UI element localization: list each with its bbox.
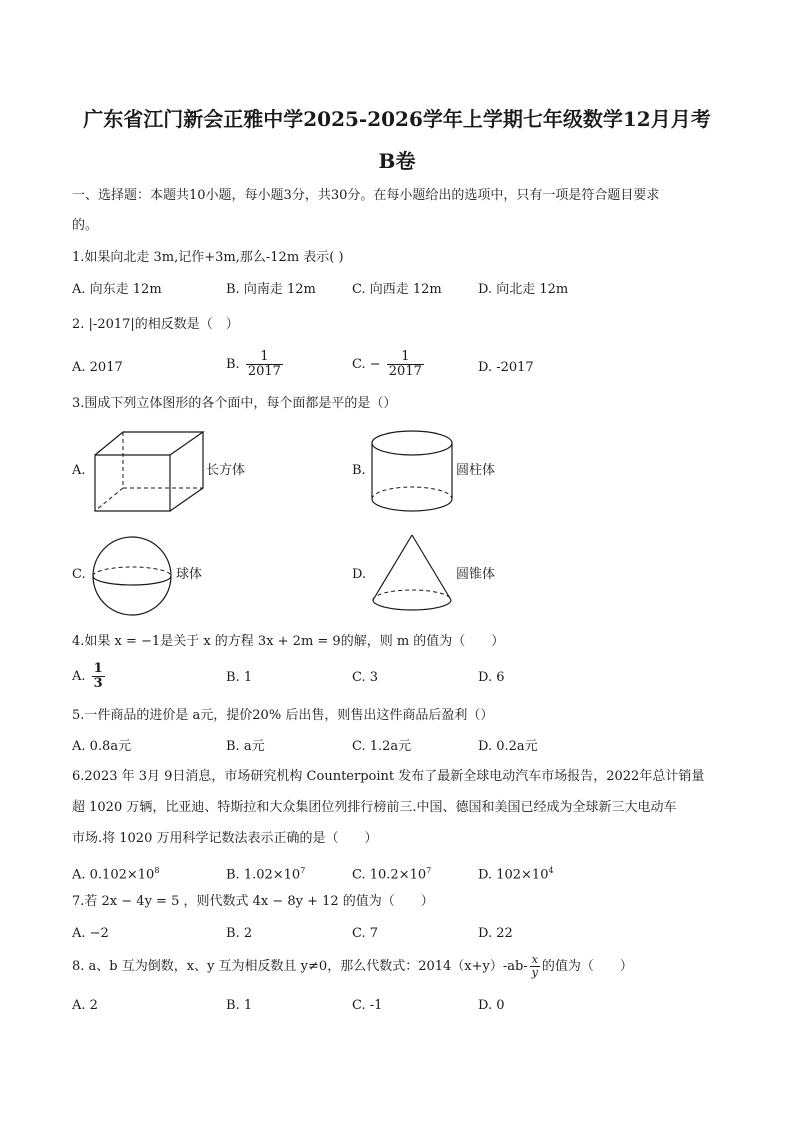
q2-option-a: A. 2017 — [72, 360, 123, 375]
q8-option-c: C. -1 — [352, 998, 383, 1013]
denominator: y — [531, 966, 538, 979]
q6-option-c — [352, 861, 431, 885]
q6-option-b — [226, 861, 305, 885]
question-7-options — [72, 924, 732, 946]
q8-stem-prefix: 8. a、b 互为倒数，x、y 互为相反数且 y≠0，那么代数式：2014（x+y）-ab- — [72, 959, 528, 974]
section-instruction: 一、选择题：本题共10小题，每小题3分，共30分。在每小题给出的选项中，只有一项是符合题目要求 — [72, 188, 660, 203]
question-1-options — [72, 280, 732, 302]
question-2-options — [72, 350, 732, 386]
q4-option-a-fraction — [92, 662, 105, 691]
q8-stem-suffix: 的值为（ ） — [541, 959, 633, 974]
q6-option-a-exponent: 8 — [154, 866, 160, 875]
q4-option-c: C. 3 — [352, 670, 379, 685]
q8-option-a: A. 2 — [72, 998, 98, 1013]
q3-option-b-letter: B. — [352, 463, 366, 478]
q7-option-a: A. −2 — [72, 926, 109, 941]
q2-option-c — [352, 350, 426, 379]
q3-option-c-name: 球体 — [176, 567, 203, 582]
q6-option-a — [72, 861, 159, 885]
q1-option-c: C. 向西走 12m — [352, 282, 442, 297]
q6-option-d — [478, 861, 554, 885]
numerator: 1 — [93, 661, 103, 676]
q8-option-d: D. 0 — [478, 998, 505, 1013]
q6-option-d-exponent: 4 — [548, 866, 554, 875]
q8-option-b: B. 1 — [226, 998, 253, 1013]
q8-fraction — [530, 954, 540, 979]
section-instruction-cont: 的。 — [72, 218, 99, 233]
q7-option-c: C. 7 — [352, 926, 379, 941]
denominator: 2017 — [247, 364, 281, 379]
q2-option-b — [226, 350, 285, 379]
q4-option-a — [72, 662, 107, 691]
q2-stem-prefix: 2. — [72, 317, 89, 332]
q2-stem-suffix: 的相反数是（ ） — [134, 317, 239, 332]
cuboid-figure — [90, 428, 210, 518]
question-4-stem: 4.如果 x = −1是关于 x 的方程 3x + 2m = 9的解，则 m 的值为（ ） — [72, 634, 505, 649]
q5-option-a: A. 0.8a元 — [72, 739, 132, 754]
q3-option-d-letter: D. — [352, 567, 367, 582]
q6-option-b-base: B. 1.02×10 — [226, 867, 301, 883]
page-title: 广东省江门新会正雅中学2025-2026学年上学期七年级数学12月月考 — [83, 107, 711, 131]
q7-option-d: D. 22 — [478, 926, 513, 941]
question-6-stem-line2: 超 1020 万辆，比亚迪、特斯拉和大众集团位列排行榜前三.中国、德国和美国已经成为全球新三大电动车 — [72, 800, 677, 815]
q6-option-c-exponent: 7 — [426, 866, 432, 875]
question-4-options — [72, 662, 732, 698]
question-5-options — [72, 737, 732, 759]
question-6-stem-line3: 市场.将 1020 万用科学记数法表示正确的是（ ） — [72, 831, 378, 846]
numerator: 1 — [246, 350, 283, 365]
q5-option-c: C. 1.2a元 — [352, 739, 412, 754]
denominator: 3 — [93, 676, 103, 691]
q6-option-b-exponent: 7 — [300, 866, 306, 875]
q3-option-d-name: 圆锥体 — [456, 567, 496, 582]
q5-option-b: B. a元 — [226, 739, 265, 754]
question-2-stem — [72, 315, 239, 335]
q1-option-b: B. 向南走 12m — [226, 282, 316, 297]
q6-option-c-base: C. 10.2×10 — [352, 867, 427, 883]
q2-option-d: D. -2017 — [478, 360, 534, 375]
cone-figure — [370, 532, 456, 616]
sphere-figure — [90, 534, 176, 618]
q5-option-d: D. 0.2a元 — [478, 739, 538, 754]
q6-option-d-base: D. 102×10 — [478, 867, 549, 883]
q6-option-a-base: A. 0.102×10 — [72, 867, 155, 883]
q3-option-a-letter: A. — [72, 463, 86, 478]
q2-option-b-fraction — [246, 350, 283, 379]
q4-option-b: B. 1 — [226, 670, 253, 685]
q3-option-c-letter: C. — [72, 567, 86, 582]
question-7-stem: 7.若 2x − 4y = 5 ，则代数式 4x − 8y + 12 的值为（ ） — [72, 894, 434, 909]
q4-option-a-prefix: A. — [72, 669, 86, 684]
q2-abs-value: |-2017| — [88, 317, 135, 332]
question-8-options — [72, 996, 732, 1018]
page-subtitle: B卷 — [378, 149, 416, 173]
numerator: 1 — [387, 350, 424, 365]
question-1-stem: 1.如果向北走 3m,记作+3m,那么-12m 表示( ) — [72, 250, 344, 265]
question-8-stem — [72, 954, 633, 979]
q3-option-b-name: 圆柱体 — [456, 463, 496, 478]
q2-option-c-prefix: C. − — [352, 357, 381, 372]
question-5-stem: 5.一件商品的进价是 a元，提价20% 后出售，则售出这件商品后盈利（） — [72, 708, 494, 723]
denominator: 2017 — [388, 364, 422, 379]
cylinder-figure — [368, 428, 458, 514]
numerator: x — [531, 953, 538, 966]
q1-option-d: D. 向北走 12m — [478, 282, 569, 297]
q4-option-d: D. 6 — [478, 670, 505, 685]
q2-option-b-prefix: B. — [226, 357, 240, 372]
q1-option-a: A. 向东走 12m — [72, 282, 162, 297]
q7-option-b: B. 2 — [226, 926, 253, 941]
q2-option-c-fraction — [387, 350, 424, 379]
q3-option-a-name: 长方体 — [206, 463, 246, 478]
question-3-stem: 3.围成下列立体图形的各个面中，每个面都是平的是（） — [72, 396, 397, 411]
question-6-stem-line1: 6.2023 年 3月 9日消息，市场研究机构 Counterpoint 发布了最新全球电动汽车市场报告，2022年总计销量 — [72, 769, 705, 784]
question-6-options — [72, 861, 732, 883]
